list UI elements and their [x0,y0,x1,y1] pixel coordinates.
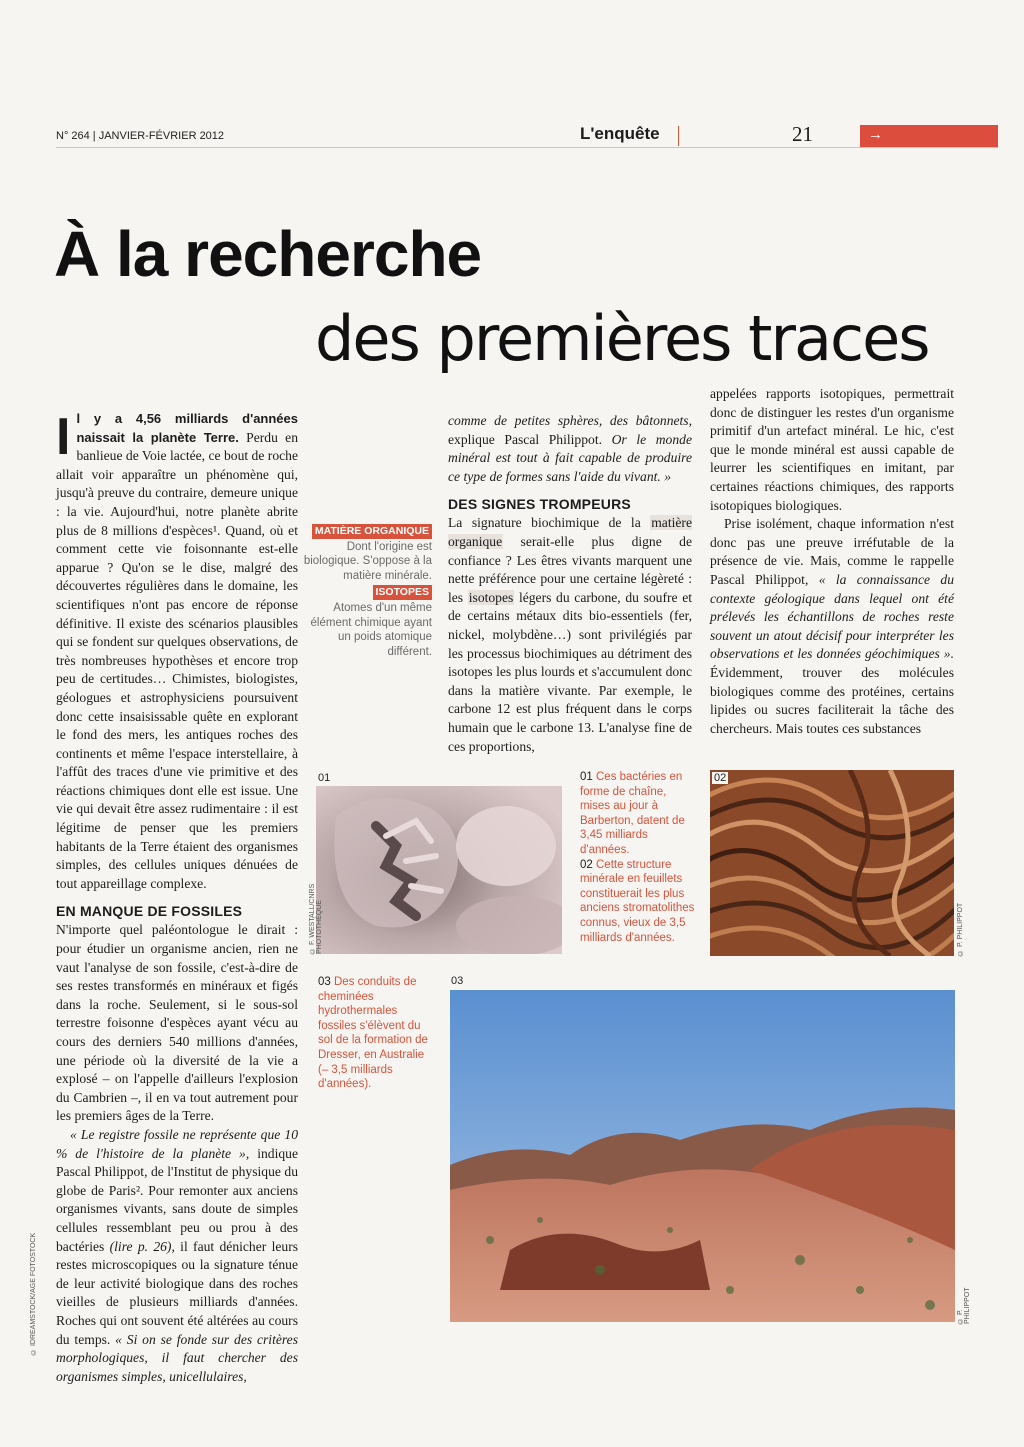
landscape-image [450,990,955,1322]
article-column-1 [56,410,298,1386]
caption-number: 02 [580,858,593,871]
quote-text: comme de petites sphères, des bâtonnets, [448,413,692,428]
highlighted-term: isotopes [468,589,514,605]
paragraph-text: serait-elle plus digne de confiance ? Les êtres vivants marquent une nette préférence pour une certaine légèreté : les [448,533,692,605]
caption-number: 01 [580,771,593,783]
page-number: 21 [792,122,813,146]
glossary-sidebar [300,522,432,659]
quote-text: Or le monde minéral est tout à fait capable de produire ce type de formes sans l'aide du vivant. » [448,431,692,484]
paragraph-text: , indique Pascal Philippot, de l'Institut de physique du globe de Paris². Pour remonter aux anciens organismes vivants, sans doute de simples cellules ressemblant peu ou prou à des bactéries [56,1145,298,1254]
glossary-term: ISOTOPES [373,585,433,600]
quote-text: « la connaissance du contexte géologique dans lequel ont été prélevés les échantillons de roches reste souvent un atout décisif pour interpréter les observations et les données géochimiques ». [710,571,954,662]
headline-line1: À la recherche [54,218,482,290]
header-divider [678,126,679,146]
header-rule [56,147,998,148]
dresser-landscape-photo [450,990,955,1322]
headline-line2: des premières traces [315,302,929,375]
stromatolite-image [710,770,954,956]
figure-number: 02 [714,772,727,784]
section-title: L'enquête [580,124,660,143]
cross-reference: (lire p. 26) [109,1238,172,1254]
page-credit: © IDREAMSTOCK/AGE FOTOSTOCK [30,1232,37,1355]
paragraph-text: Prise isolément, chaque information n'est donc pas une preuve irréfutable de la présence de vie. Mais, comme le rappelle Pascal Philippot, [710,516,954,587]
caption-text: Des conduits de cheminées hydrothermales fossiles s'élèvent du sol de la formation de Dresser, en Australie (– 3,5 milliards d'années). [318,976,428,1091]
micrograph-image [316,786,562,954]
caption-text: Cette structure minérale en feuillets constituerait les plus anciens stromatolithes connus, vieux de 3,5 milliards d'années. [580,858,695,944]
caption-text: Ces bactéries en forme de chaîne, mises au jour à Barberton, datent de 3,45 milliards d'années. [580,771,685,856]
paragraph-isotopes: appelées rapports isotopiques, permettrait donc de distinguer les restes d'un organisme primitif d'un artefact minéral. Le hic, c'est que le monde minéral est aussi capable de leurrer les scientifiques en imitant, par certaines réactions chimiques, des rapports isotopiques biologiques. [710,386,954,513]
caption-number: 03 [318,976,331,988]
lead-sentence: l y a 4,56 milliards d'années naissait la planète Terre. [76,411,298,445]
paragraph-fossiles: N'importe quel paléontologue le dirait : pour étudier un organisme ancien, rien ne vaut l'analyse de son fossile, c'est-à-dire de ses restes transformés en minéraux et figés dans la roche. Seulement, si le sous-sol terrestre foisonne d'espèces ayant vécu au cours des derniers 540 millions d'années, une période où la diversité de la vie a explosé – on l'appelle d'ailleurs l'explosion du Cambrien –, il en va tout autrement pour les premiers âges de la Terre. [56,922,298,1124]
article-column-2 [448,412,692,756]
paragraph-text: La signature biochimique de la [448,515,651,531]
glossary-term: MATIÈRE ORGANIQUE [312,524,432,539]
stromatolite-photo [710,770,954,956]
figure-number: 03 [451,975,464,987]
intro-paragraph: Perdu en banlieue de Voie lactée, ce bout de roche allait voir apparaître un phénomène qui, jusqu'à preuve du contraire, demeure unique : la vie. Aujourd'hui, notre planète abrite plus de 8 millions d'espèces¹. Quand, où et comment cette vie foisonnante est-elle apparue ? Qu'on se le dise, malgré des découvertes régulières dans le domaine, les scientifiques n'ont pas encore de réponse définitive. Il existe des scénarios plausibles qui se fondent sur quelques observations, de très nombreuses hypothèses et encore trop peu de certitudes… Chimistes, biologistes, géologues et astrophysiciens poursuivent donc cette insaisissable quête en explorant le fond des mers, les antiques roches des continents et même l'espace interstellaire, à l'affût des traces d'une vie primitive et des réactions chimiques dont elle est issue. Une vie qui devait être assez rudimentaire : il est légitime de penser que les premiers habitants de la Terre étaient des organismes simples, des cellules uniques dénuées de tout appareillage complexe. [56,429,299,891]
paragraph-text: Évidemment, trouver des molécules biologiques comme des protéines, certains lipides ou sucres faciliterait la tâche des chercheurs. Mais toutes ces substances [710,664,954,736]
quote-criteres: « Si on se fonde sur des critères morphologiques, il faut chercher des organismes simples, unicellulaires, [56,1331,298,1384]
figure-number: 01 [318,772,331,784]
photo-credit: © P. PHILIPPOT [957,1287,971,1324]
subheading-signes: DES SIGNES TROMPEURS [448,496,631,513]
paragraph-text: légers du carbone, du soufre et de certains métaux dits bio-essentiels (fer, nickel, molybdène…) sont privilégiés par les processus biochimiques au détriment des isotopes les plus lourds et s'accumulent donc dans la matière vivante. Par exemple, le carbone 12 est plus fréquent dans le corps humain que le carbone 13. L'analyse fine de ces proportions, [448,589,693,754]
drop-cap: I [56,408,71,466]
caption-03 [318,975,436,1092]
paragraph-philippot [56,1126,298,1386]
highlighted-term: matière organique [448,515,692,549]
photo-credit: © P. PHILIPPOT [957,902,964,956]
glossary-definition: Atomes d'un même élément chimique ayant un poids atomique différent. [310,601,432,658]
quote-registre: « Le registre fossile ne représente que 10 % de l'histoire de la planète » [56,1126,298,1161]
photo-credit: © F. WESTALL/CNRS PHOTOTHÈQUE [309,883,323,954]
caption-01-02 [580,770,695,945]
subheading-fossiles: EN MANQUE DE FOSSILES [56,903,243,920]
glossary-definition: Dont l'origine est biologique. S'oppose à la matière minérale. [303,540,432,582]
arrow-right-icon[interactable]: → [868,126,883,143]
article-column-3 [710,385,954,738]
issue-label: N° 264 | JANVIER-FÉVRIER 2012 [56,130,225,142]
paragraph-text: explique Pascal Philippot. [448,431,612,447]
paragraph-text: , il faut dénicher leurs restes microscopiques ou la signature ténue de leur activité biologique dans des roches vieilles de plusieurs milliards d'années. Roches qui ont souvent été altérées au cours du temps. [56,1238,299,1347]
bacteria-micrograph [316,786,562,954]
